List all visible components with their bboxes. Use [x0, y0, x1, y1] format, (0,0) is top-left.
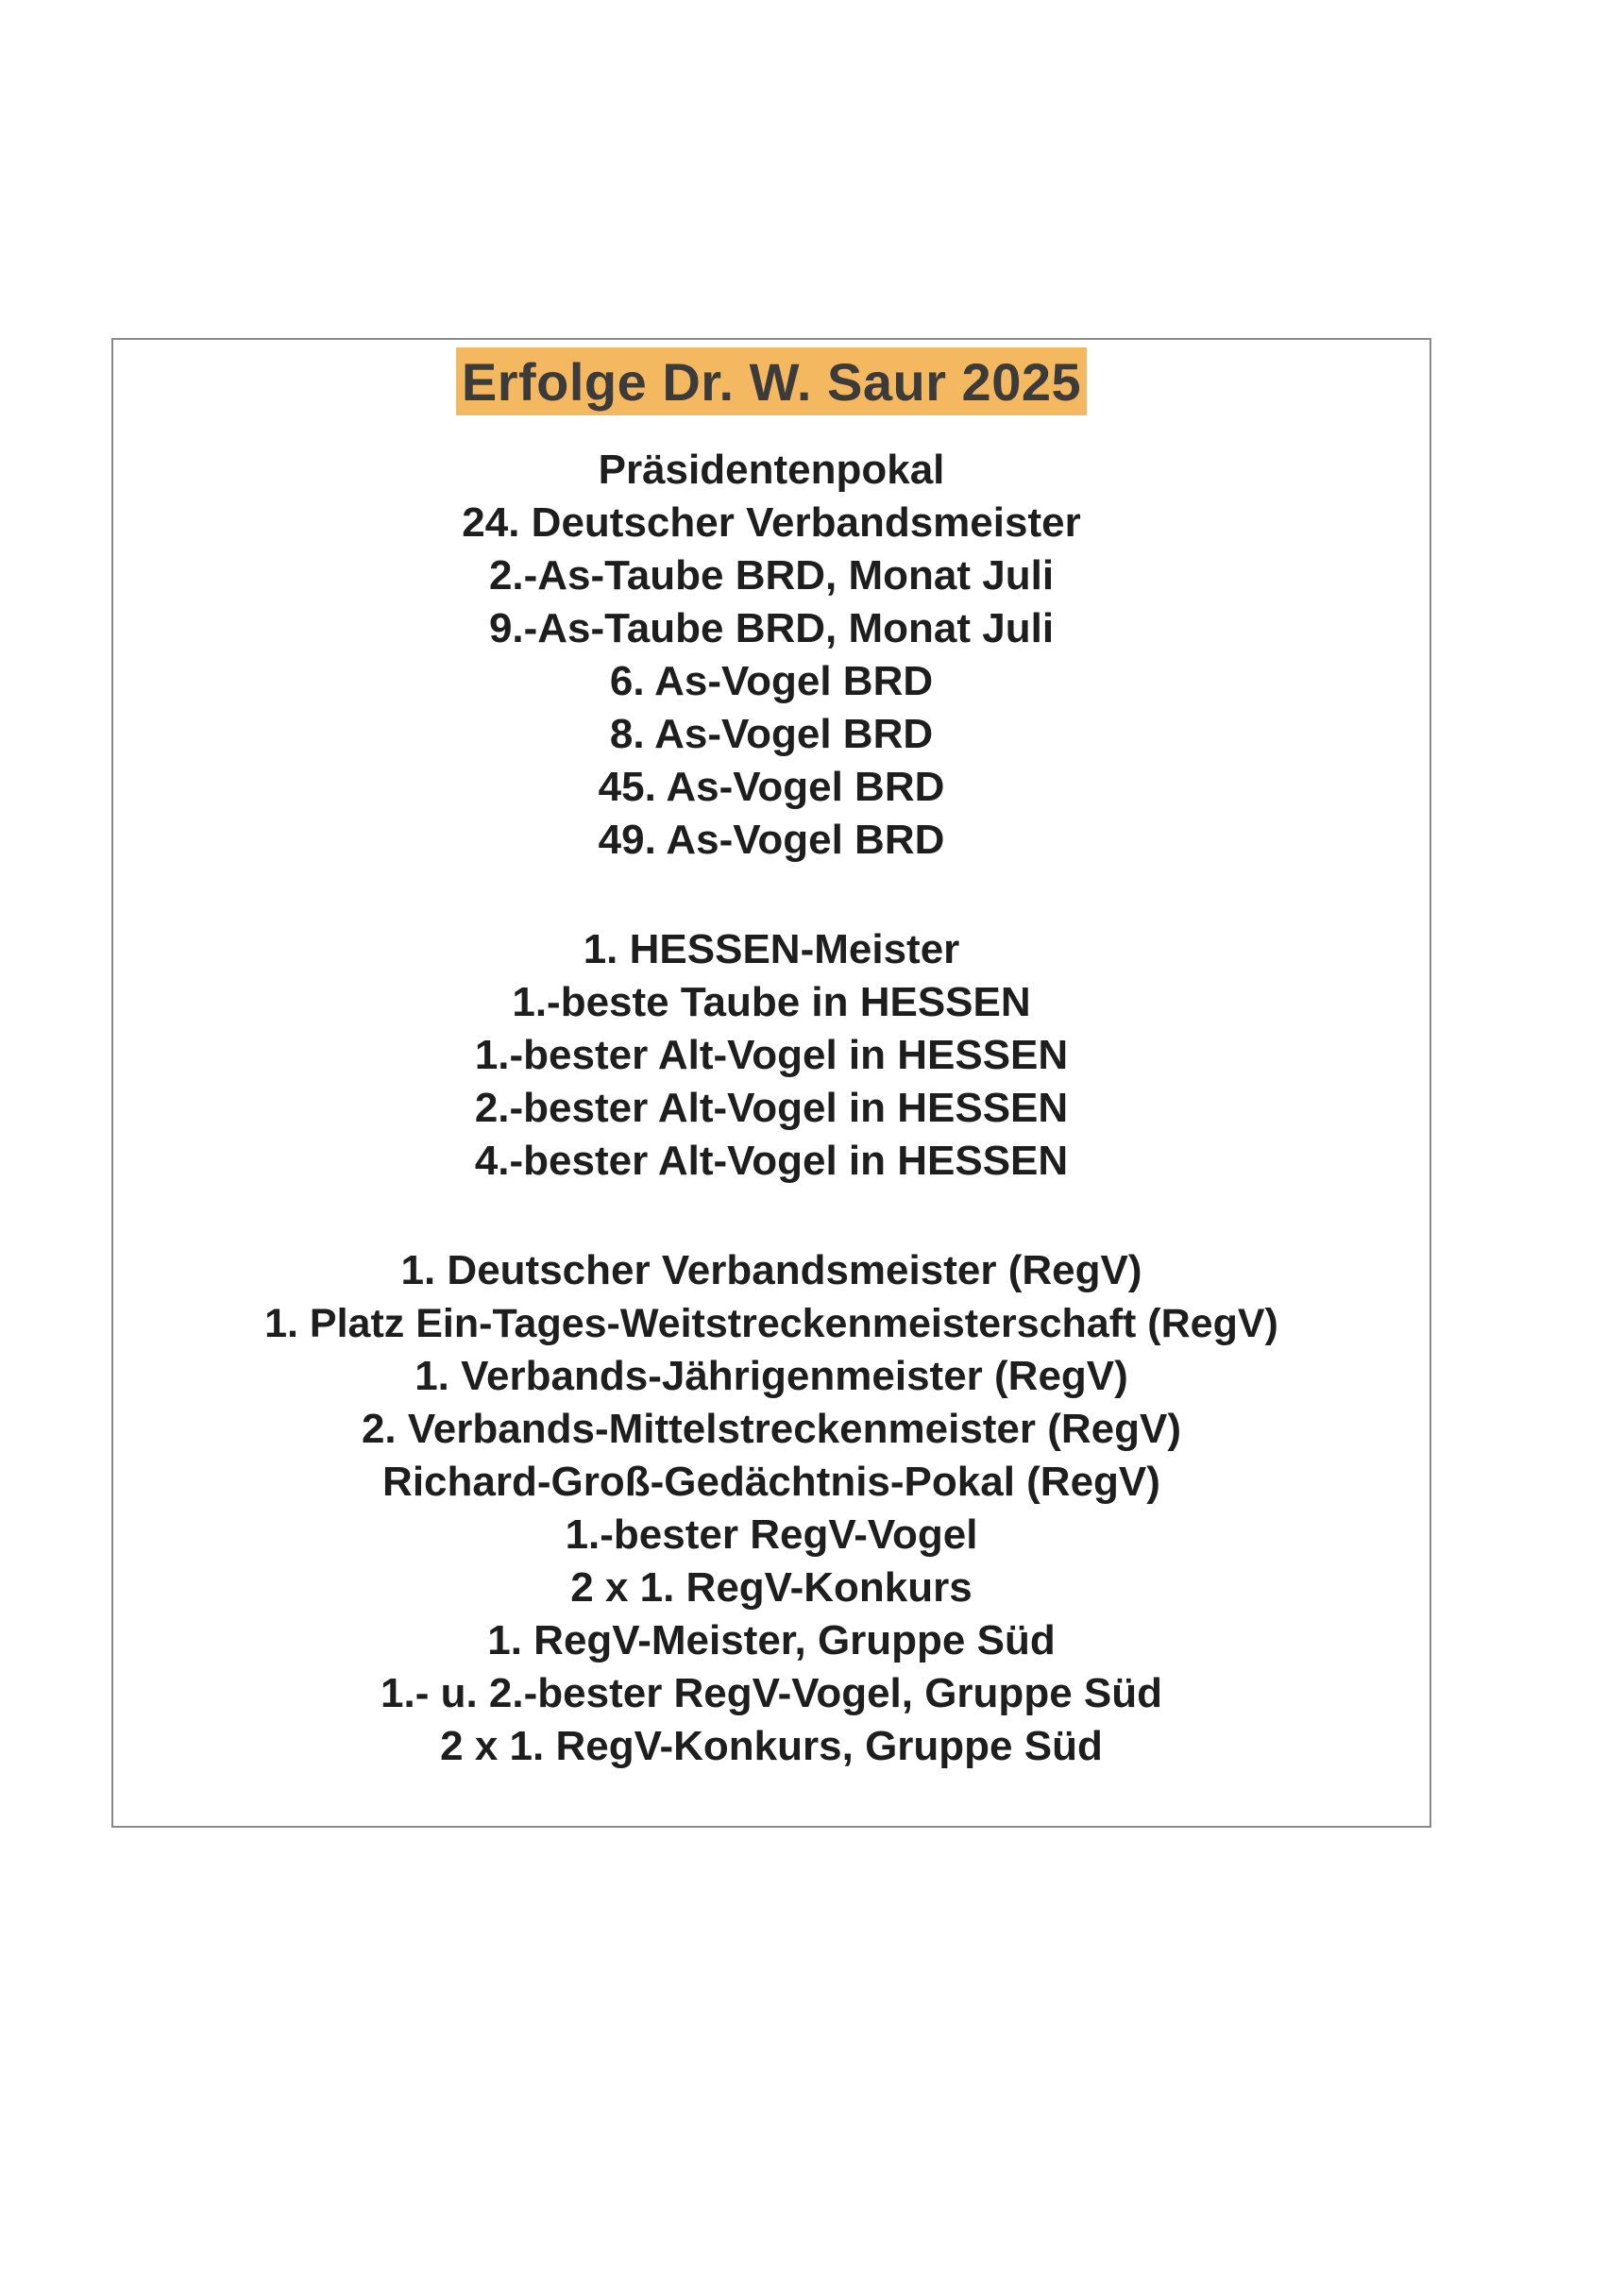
result-line: 2. Verbands-Mittelstreckenmeister (RegV): [361, 1406, 1182, 1452]
title-wrap: [113, 347, 1429, 415]
result-line: 4.-bester Alt-Vogel in HESSEN: [474, 1138, 1069, 1184]
results-list: [113, 444, 1429, 1773]
section-gap: [113, 1188, 1429, 1244]
result-line: 45. As-Vogel BRD: [598, 764, 945, 810]
result-line: 2 x 1. RegV-Konkurs, Gruppe Süd: [440, 1723, 1103, 1769]
document-title: Erfolge Dr. W. Saur 2025: [456, 347, 1087, 415]
result-line: Richard-Groß-Gedächtnis-Pokal (RegV): [382, 1459, 1160, 1505]
result-line: 2.-As-Taube BRD, Monat Juli: [488, 552, 1055, 599]
result-line: 1. Verbands-Jährigenmeister (RegV): [414, 1353, 1128, 1399]
result-line: 2 x 1. RegV-Konkurs: [570, 1564, 973, 1611]
result-line: 1.- u. 2.-bester RegV-Vogel, Gruppe Süd: [381, 1670, 1162, 1716]
result-line: 6. As-Vogel BRD: [609, 658, 934, 704]
result-line: 1.-bester Alt-Vogel in HESSEN: [474, 1032, 1069, 1078]
result-line: 1. Deutscher Verbandsmeister (RegV): [400, 1247, 1142, 1293]
results-frame: [111, 338, 1431, 1828]
result-line: Präsidentenpokal: [598, 447, 945, 493]
result-line: 1.-beste Taube in HESSEN: [512, 979, 1031, 1025]
section-gap: [113, 867, 1429, 923]
result-line: 1. HESSEN-Meister: [583, 926, 960, 972]
result-line: 8. As-Vogel BRD: [609, 711, 934, 757]
result-line: 1.-bester RegV-Vogel: [565, 1511, 978, 1558]
result-line: 49. As-Vogel BRD: [598, 817, 945, 863]
result-line: 9.-As-Taube BRD, Monat Juli: [488, 605, 1055, 651]
result-line: 2.-bester Alt-Vogel in HESSEN: [474, 1085, 1069, 1131]
result-line: 1. RegV-Meister, Gruppe Süd: [487, 1617, 1056, 1663]
result-line: 1. Platz Ein-Tages-Weitstreckenmeisterschaft (RegV): [264, 1301, 1278, 1346]
result-line: 24. Deutscher Verbandsmeister: [462, 499, 1081, 546]
